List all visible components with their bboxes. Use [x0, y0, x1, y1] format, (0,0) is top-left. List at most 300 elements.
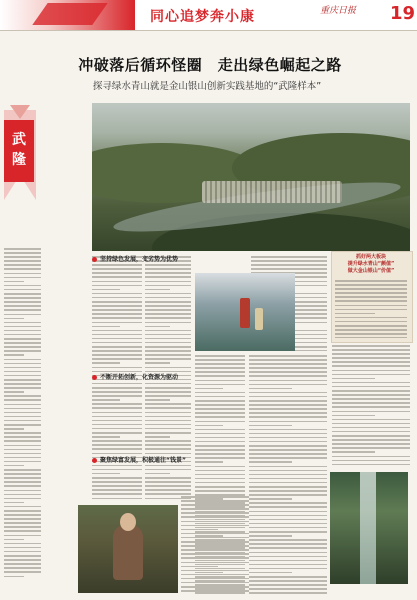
text-line [4, 379, 41, 381]
text-line [181, 508, 249, 510]
text-line [195, 412, 245, 414]
text-line [4, 367, 41, 369]
text-line [249, 355, 327, 357]
text-line [145, 338, 191, 340]
text-line [145, 403, 191, 405]
text-line [4, 277, 41, 279]
text-line [4, 375, 41, 377]
text-line [249, 584, 327, 586]
text-line [4, 526, 41, 528]
text-line [249, 453, 327, 455]
text-line [92, 330, 142, 332]
text-line [4, 404, 41, 406]
text-line [332, 427, 410, 429]
text-line [92, 289, 120, 291]
waterfall-photo [330, 472, 408, 584]
text-line [181, 504, 249, 506]
text-line [4, 457, 41, 459]
text-line [332, 451, 375, 453]
text-line [249, 380, 327, 382]
text-line [249, 592, 327, 594]
text-line [195, 453, 245, 455]
text-line [4, 432, 41, 434]
text-line [92, 317, 142, 319]
text-line [145, 313, 191, 315]
text-line [4, 436, 41, 438]
section-title: 同心追梦奔小康 [150, 9, 255, 25]
text-line [332, 398, 410, 400]
text-line [249, 470, 327, 472]
text-line [92, 412, 142, 414]
text-line [92, 305, 142, 307]
text-line [249, 412, 327, 414]
text-line [4, 314, 41, 316]
text-line [249, 367, 327, 369]
text-line [4, 543, 41, 545]
text-line [249, 408, 327, 410]
text-line [4, 334, 41, 336]
text-line [332, 353, 410, 355]
text-line [4, 547, 41, 549]
text-line [145, 354, 191, 356]
text-line [249, 535, 292, 537]
text-line [332, 357, 410, 359]
text-line [181, 578, 249, 580]
text-line [4, 502, 24, 504]
text-line [195, 490, 245, 492]
text-line [92, 358, 142, 360]
text-line [335, 329, 407, 331]
text-line [4, 440, 41, 442]
text-line [4, 559, 41, 561]
text-line [332, 415, 375, 417]
text-line [195, 470, 245, 472]
text-line [181, 582, 249, 584]
text-line [181, 541, 249, 543]
text-line [145, 285, 191, 287]
text-line [92, 346, 142, 348]
text-line [332, 464, 410, 466]
text-line [332, 431, 410, 433]
text-line [195, 429, 245, 431]
text-line [332, 460, 410, 462]
text-line [4, 326, 41, 328]
section-header-3: 聚焦绿富发展，积极通往“钱景” [92, 455, 186, 464]
text-line [181, 529, 218, 531]
text-line [92, 489, 142, 491]
text-line [335, 280, 407, 282]
text-line [145, 481, 191, 483]
text-line [4, 338, 41, 340]
text-line [145, 448, 191, 450]
text-line [92, 436, 120, 438]
text-line [92, 387, 142, 389]
text-line [335, 313, 375, 315]
text-line [195, 388, 223, 390]
text-line [249, 531, 327, 533]
text-line [4, 494, 41, 496]
text-line [4, 555, 41, 557]
text-line [332, 423, 410, 425]
text-line [145, 276, 191, 278]
text-line [335, 317, 407, 319]
text-line [145, 317, 191, 319]
text-line [4, 461, 41, 463]
text-line [249, 482, 327, 484]
text-line [4, 465, 24, 467]
text-line [249, 404, 327, 406]
text-line [92, 334, 142, 336]
text-line [145, 272, 191, 274]
text-line [4, 318, 24, 320]
text-line [4, 322, 41, 324]
text-line [181, 500, 249, 502]
text-line [4, 309, 41, 311]
text-line [4, 248, 41, 250]
text-line [195, 466, 245, 468]
text-line [335, 296, 407, 298]
text-line [332, 382, 410, 384]
text-line [92, 301, 142, 303]
text-line [92, 297, 142, 299]
text-line [181, 562, 249, 564]
text-line [249, 478, 327, 480]
text-line [195, 380, 245, 382]
text-line [145, 387, 191, 389]
text-line [249, 572, 292, 574]
text-line [4, 342, 41, 344]
text-line [92, 399, 120, 401]
text-line [195, 441, 245, 443]
text-line [332, 456, 410, 458]
text-line [181, 537, 249, 539]
text-line [4, 576, 24, 578]
text-line [249, 429, 327, 431]
text-line [4, 301, 41, 303]
text-line [145, 362, 170, 364]
text-line [4, 453, 41, 455]
text-line [181, 590, 249, 592]
text-line [92, 403, 142, 405]
text-line [92, 432, 142, 434]
text-line [335, 309, 407, 311]
text-line [92, 383, 142, 385]
text-line [249, 506, 327, 508]
text-line [4, 387, 41, 389]
text-line [92, 276, 142, 278]
text-line [335, 325, 407, 327]
text-line [145, 293, 191, 295]
text-line [145, 342, 191, 344]
text-line [249, 461, 292, 463]
text-line [145, 428, 191, 430]
text-line [145, 477, 191, 479]
text-line [4, 490, 41, 492]
text-line [4, 252, 41, 254]
text-line [4, 256, 41, 258]
text-column-4 [249, 355, 327, 595]
text-line [332, 394, 410, 396]
text-line [195, 367, 245, 369]
text-line [4, 567, 41, 569]
text-line [332, 378, 375, 380]
text-line [145, 301, 191, 303]
text-line [335, 300, 407, 302]
text-line [195, 437, 245, 439]
text-line [332, 402, 410, 404]
text-line [181, 549, 249, 551]
text-line [335, 305, 407, 307]
text-line [332, 435, 410, 437]
text-line [251, 268, 327, 270]
cliff-performance-photo [195, 273, 295, 351]
text-line [195, 408, 245, 410]
text-line [92, 416, 142, 418]
text-line [181, 574, 249, 576]
text-line [335, 284, 407, 286]
text-line [145, 420, 191, 422]
main-landscape-photo [92, 103, 410, 251]
text-line [145, 268, 191, 270]
text-line [4, 469, 41, 471]
text-line [249, 515, 327, 517]
text-line [4, 424, 41, 426]
text-line [4, 363, 41, 365]
text-line [335, 333, 407, 335]
paper-logo: 重庆日报 [320, 6, 357, 16]
text-line [195, 421, 245, 423]
text-line [249, 568, 327, 570]
text-line [145, 309, 191, 311]
text-line [332, 406, 410, 408]
text-line [4, 408, 41, 410]
text-line [145, 346, 191, 348]
text-line [4, 289, 41, 291]
text-line [195, 416, 245, 418]
text-line [4, 530, 41, 532]
text-line [4, 359, 41, 361]
text-line [195, 359, 245, 361]
text-line [249, 511, 327, 513]
text-line [145, 493, 191, 495]
text-line [4, 473, 41, 475]
text-line [181, 533, 249, 535]
text-line [181, 545, 249, 547]
text-line [4, 518, 41, 520]
text-line [332, 349, 410, 351]
text-line [4, 510, 41, 512]
text-line [145, 281, 191, 283]
text-line [145, 334, 191, 336]
text-line [249, 588, 327, 590]
text-line [251, 264, 327, 266]
text-line [249, 498, 292, 500]
text-line [249, 552, 327, 554]
text-line [181, 553, 249, 555]
text-line [92, 493, 142, 495]
text-line [249, 421, 327, 423]
text-line [92, 465, 142, 467]
text-line [145, 432, 191, 434]
text-line [92, 313, 142, 315]
text-line [4, 399, 41, 401]
text-line [145, 424, 191, 426]
text-line [145, 399, 170, 401]
text-line [145, 330, 191, 332]
text-line [145, 453, 191, 455]
text-line [145, 383, 191, 385]
text-line [195, 457, 245, 459]
villager-portrait-photo [78, 505, 178, 593]
text-line [92, 424, 142, 426]
page-number: 19 [390, 3, 416, 24]
text-line [92, 473, 120, 475]
text-line [195, 363, 245, 365]
text-line [4, 477, 41, 479]
sidebar-text-column [4, 248, 41, 578]
text-line [181, 512, 249, 514]
text-line [249, 433, 327, 435]
text-line [4, 371, 41, 373]
text-line [92, 350, 142, 352]
text-line [249, 519, 327, 521]
section-header-1: 坚持绿色发展，变劣势为优势 [92, 254, 178, 263]
text-line [249, 576, 327, 578]
text-column-6 [332, 345, 410, 467]
text-line [249, 375, 327, 377]
text-line [249, 502, 327, 504]
text-line [4, 395, 41, 397]
text-line [249, 359, 327, 361]
text-line [4, 506, 41, 508]
text-line [249, 474, 327, 476]
text-line [4, 346, 41, 348]
text-line [4, 522, 41, 524]
text-line [92, 367, 142, 369]
text-line [145, 416, 191, 418]
text-line [249, 547, 327, 549]
text-line [195, 375, 245, 377]
text-line [92, 362, 120, 364]
text-line [92, 481, 142, 483]
text-line [249, 523, 327, 525]
text-line [145, 264, 191, 266]
text-line [181, 557, 249, 559]
text-line [335, 288, 407, 290]
text-line [181, 566, 218, 568]
text-line [195, 449, 245, 451]
callout-text [335, 280, 407, 338]
text-line [92, 485, 142, 487]
text-line [332, 411, 410, 413]
text-line [195, 425, 223, 427]
text-line [92, 391, 142, 393]
text-line [4, 354, 24, 356]
text-line [4, 264, 41, 266]
text-line [195, 474, 245, 476]
text-line [92, 281, 142, 283]
text-line [4, 330, 41, 332]
text-line [4, 268, 41, 270]
text-line [92, 440, 142, 442]
text-line [251, 260, 327, 262]
text-line [145, 407, 191, 409]
text-line [92, 338, 142, 340]
text-line [195, 371, 245, 373]
text-line [249, 580, 327, 582]
text-line [4, 281, 24, 283]
text-line [92, 453, 142, 455]
text-line [249, 371, 327, 373]
text-line [332, 447, 410, 449]
text-line [4, 571, 41, 573]
text-line [249, 494, 327, 496]
text-line [145, 305, 191, 307]
text-line [249, 490, 327, 492]
text-line [92, 326, 120, 328]
text-line [145, 473, 170, 475]
text-line [332, 374, 410, 376]
text-line [145, 391, 191, 393]
text-line [195, 482, 245, 484]
text-line [145, 350, 191, 352]
text-line [145, 412, 191, 414]
text-line [249, 416, 327, 418]
text-line [4, 428, 24, 430]
text-line [92, 498, 142, 500]
text-line [145, 485, 191, 487]
text-line [249, 457, 327, 459]
text-line [92, 420, 142, 422]
text-line [332, 345, 410, 347]
text-line [4, 535, 41, 537]
text-line [92, 285, 142, 287]
text-line [92, 444, 142, 446]
text-line [4, 293, 41, 295]
text-line [4, 416, 41, 418]
callout-title: 抓好两大板块 提升绿水青山“颜值” 做大金山银山“价值” [347, 254, 395, 274]
text-line [249, 543, 327, 545]
text-line [145, 444, 191, 446]
text-line [195, 355, 245, 357]
text-line [249, 466, 327, 468]
text-line [145, 465, 191, 467]
text-line [195, 384, 245, 386]
text-line [92, 395, 142, 397]
text-line [4, 285, 41, 287]
text-line [181, 586, 249, 588]
text-line [195, 392, 245, 394]
text-line [251, 256, 327, 258]
text-line [4, 260, 41, 262]
text-line [332, 390, 410, 392]
text-line [4, 420, 41, 422]
text-line [181, 525, 249, 527]
text-line [181, 516, 249, 518]
text-line [249, 564, 327, 566]
text-line [249, 392, 327, 394]
text-line [249, 486, 327, 488]
text-line [145, 322, 191, 324]
text-line [332, 370, 410, 372]
text-line [249, 425, 292, 427]
text-line [195, 396, 245, 398]
text-line [4, 485, 41, 487]
text-line [92, 448, 142, 450]
text-line [195, 404, 245, 406]
text-line [249, 388, 292, 390]
text-line [195, 433, 245, 435]
